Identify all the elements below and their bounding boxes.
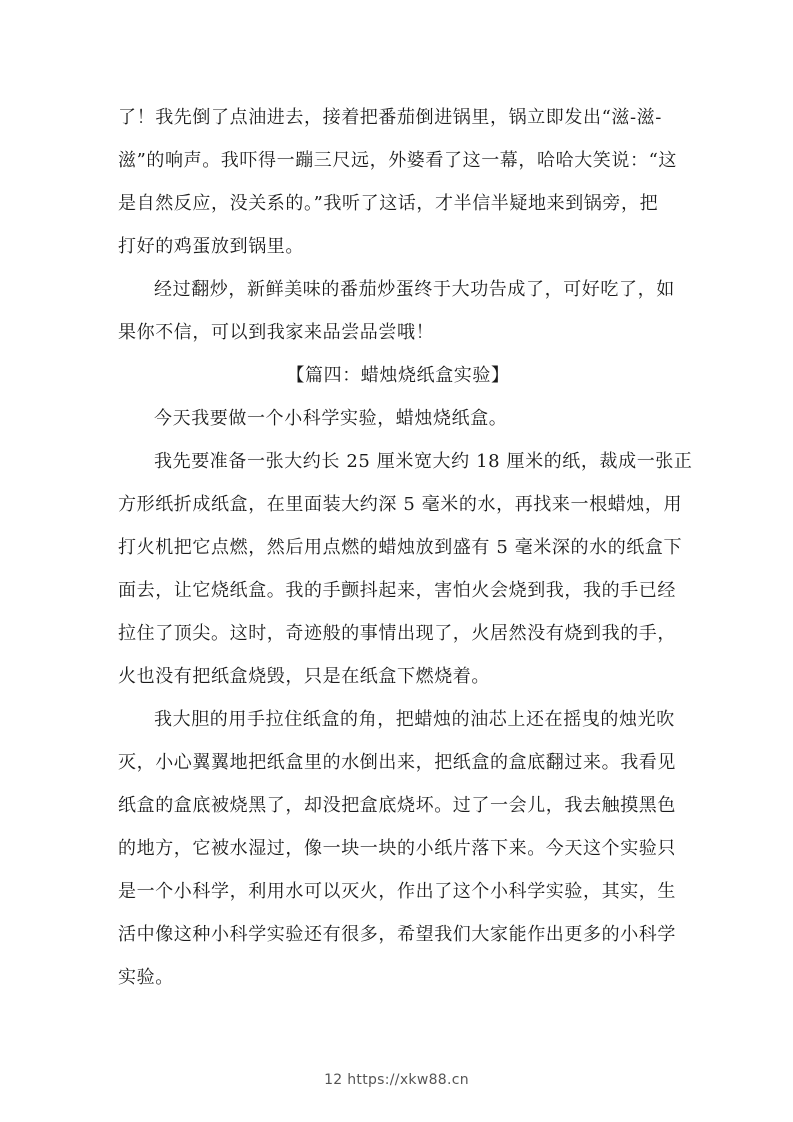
text-line: 拉住了顶尖。这时，奇迹般的事情出现了，火居然没有烧到我的手，: [118, 623, 676, 644]
paragraph-closing: [118, 268, 678, 354]
section-title: 【篇四：蜡烛烧纸盒实验】: [286, 365, 510, 386]
text-line: 的地方，它被水湿过，像一块一块的小纸片落下来。今天这个实验只: [118, 838, 676, 859]
text-line: 方形纸折成纸盒，在里面装大约深 5 毫米的水，再找来一根蜡烛，用: [118, 494, 683, 515]
text-line: 灭，小心翼翼地把纸盒里的水倒出来，把纸盒的盒底翻过来。我看见: [118, 752, 676, 773]
text-line: 面去，让它烧纸盒。我的手颤抖起来，害怕火会烧到我，我的手已经: [118, 580, 676, 601]
text-line: 是一个小科学，利用水可以灭火，作出了这个小科学实验，其实，生: [118, 881, 676, 902]
document-page: [118, 96, 693, 999]
text-line: 经过翻炒，新鲜美味的番茄炒蛋终于大功告成了，可好吃了，如: [154, 279, 675, 300]
text-line: 是自然反应，没关系的。”我听了这话，才半信半疑地来到锅旁，把: [118, 193, 659, 214]
text-line: 果你不信，可以到我家来品尝品尝哦！: [118, 322, 435, 343]
paragraph: [118, 397, 678, 440]
text-line: 滋”的响声。我吓得一蹦三尺远，外婆看了这一幕，哈哈大笑说：“这: [118, 150, 678, 171]
paragraph: [118, 440, 693, 698]
text-line: 实验。: [118, 967, 174, 988]
text-line: 打火机把它点燃，然后用点燃的蜡烛放到盛有 5 毫米深的水的纸盒下: [118, 537, 683, 558]
text-line: 了！我先倒了点油进去，接着把番茄倒进锅里，锅立即发出“滋-滋-: [118, 107, 662, 128]
text-line: 我先要准备一张大约长 25 厘米宽大约 18 厘米的纸，裁成一张正: [154, 451, 693, 472]
text-line: 活中像这种小科学实验还有很多，希望我们大家能作出更多的小科学: [118, 924, 676, 945]
text-line: 我大胆的用手拉住纸盒的角，把蜡烛的油芯上还在摇曳的烛光吹: [154, 709, 675, 730]
text-line: 火也没有把纸盒烧毁，只是在纸盒下燃烧着。: [118, 666, 490, 687]
text-line: 纸盒的盒底被烧黑了，却没把盒底烧坏。过了一会儿，我去触摸黑色: [118, 795, 676, 816]
page-footer: 12 https://xkw88.cn: [324, 1072, 469, 1088]
paragraph-continuation: [118, 96, 678, 268]
text-line: 今天我要做一个小科学实验，蜡烛烧纸盒。: [154, 408, 508, 429]
text-line: 打好的鸡蛋放到锅里。: [118, 236, 304, 257]
paragraph: [118, 698, 678, 999]
